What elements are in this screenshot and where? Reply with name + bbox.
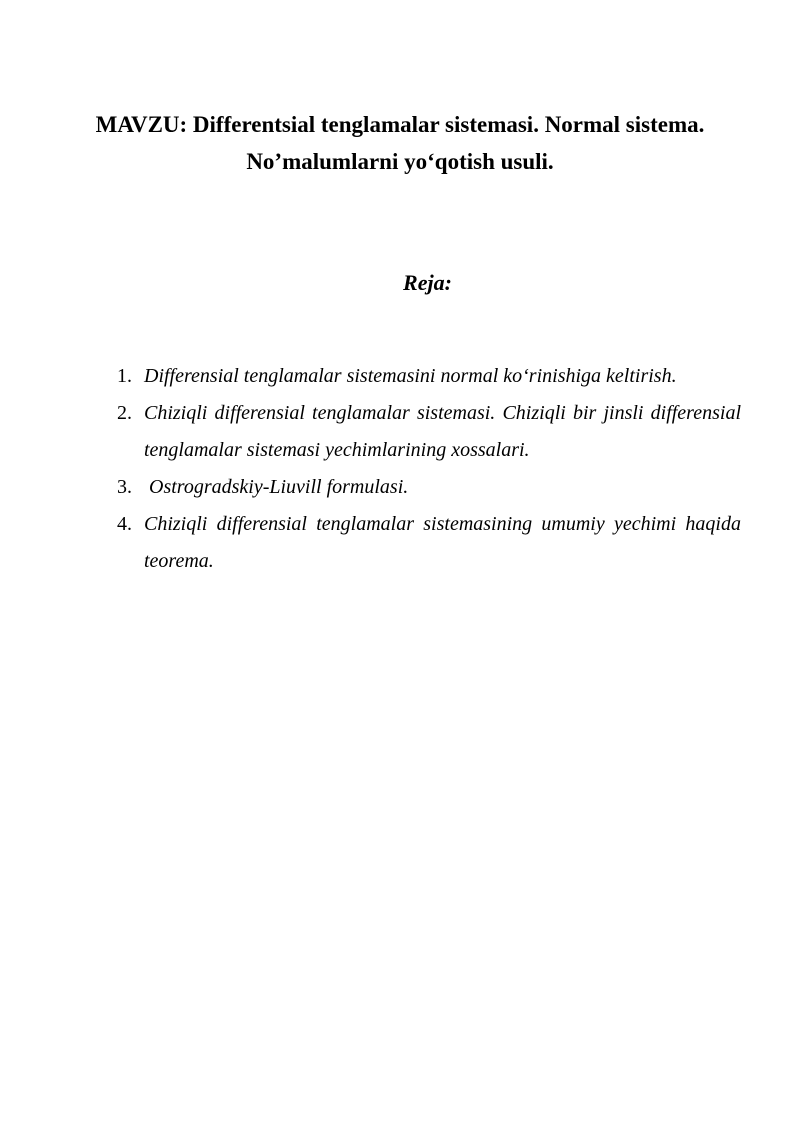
- plan-list: [117, 358, 741, 580]
- plan-item-text: Differensial tenglamalar sistemasini normal ko‘rinishiga keltirish.: [144, 365, 677, 387]
- plan-item: [117, 469, 741, 506]
- plan-item: [117, 506, 741, 580]
- plan-item-text: Chiziqli differensial tenglamalar sistemasi. Chiziqli bir jinsli differensial tenglamalar sistemasi yechimlarining xossalari.: [144, 402, 741, 461]
- plan-heading: Reja:: [403, 270, 452, 295]
- title-line-1: MAVZU: Differentsial tenglamalar sistemasi. Normal sistema.: [95, 112, 705, 137]
- plan-item-number: 4.: [117, 513, 132, 535]
- plan-item-text: Chiziqli differensial tenglamalar sistemasining umumiy yechimi haqida teorema.: [144, 513, 741, 572]
- plan-item-number: 1.: [117, 365, 132, 387]
- title-line-2: No’malumlarni yo‘qotish usuli.: [246, 149, 554, 174]
- plan-item-number: 3.: [117, 476, 132, 498]
- plan-item: [117, 358, 741, 395]
- plan-item: [117, 395, 741, 469]
- plan-item-text: Ostrogradskiy-Liuvill formulasi.: [149, 476, 409, 498]
- document-title: [60, 106, 740, 180]
- plan-item-number: 2.: [117, 402, 132, 424]
